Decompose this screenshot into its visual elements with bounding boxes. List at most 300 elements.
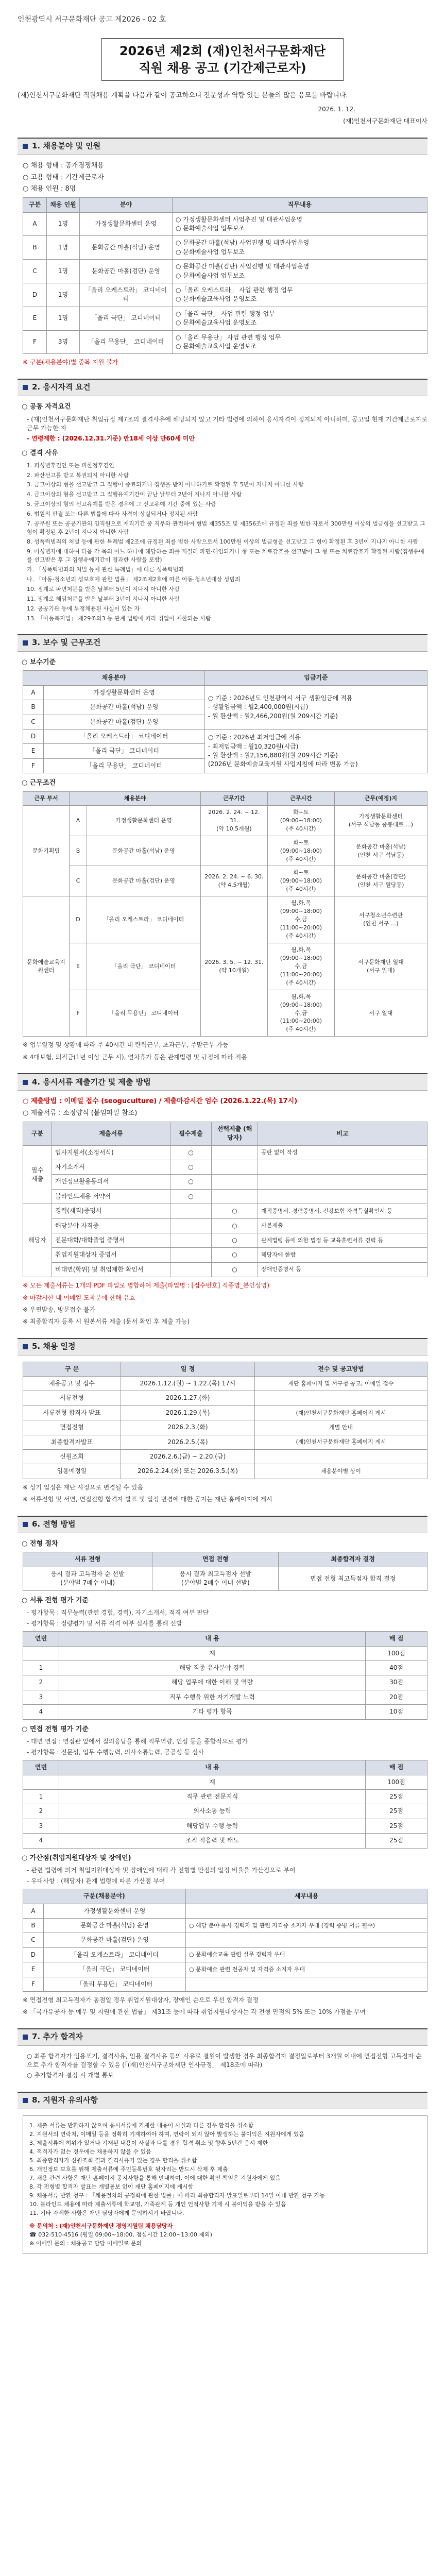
positions-note: ※ 구분(채용분야)별 중복 지원 불가 [23,359,118,366]
position-duties [173,283,427,307]
schedule-stage: 면접전형 [23,1420,121,1435]
bonus-code: C [23,1933,44,1947]
docs-remark: 사본제출 [258,1218,427,1233]
bonus-code: F [23,1977,44,1991]
disqualification-item: 6. 법원의 판결 또는 다른 법률에 따라 자격이 상실되거나 정지된 사람 [27,511,198,518]
docs-required: ○ [170,1189,212,1204]
pay-standard-line: - 생활임금액 : 월2,400,000원(시급) [208,703,309,711]
schedule-header-date: 일 정 [121,1362,255,1376]
disqualification-item: 1. 피성년후견인 또는 피한정후견인 [27,462,114,469]
positions-header-count: 채용 인원 [47,198,80,212]
docs-remark: 장애인증명서 등 [258,1262,427,1277]
position-field: 문화공간 마홀(석남) 운영 [80,236,173,260]
schedule-row [23,1405,427,1420]
eval-row [23,1804,427,1819]
cond-row [23,866,427,896]
cond-period: 2026. 2. 24. ~ 6. 30. (약 4.5개월) [200,866,267,896]
eval-score: 30점 [366,1675,427,1690]
bonus-table [23,1889,427,1992]
positions-row [23,330,427,354]
bonus-row [23,1977,427,1991]
notice-date: 2026. 1. 12. [318,105,355,113]
bonus-detail: ○ 해당 분야 유사 경력자 및 관련 자격증 소지자 우대 (경력 증빙 서류 필수) [185,1918,427,1933]
bonus-header-field: 구분(채용분야) [23,1889,186,1904]
notice-number: 인천광역시 서구문화재단 공고 제2026 - 02 호 [18,15,166,24]
docs-remark [258,1189,427,1204]
bonus-table-wrap [23,1889,427,1992]
hire-count: ○ 채용 인원 : 8명 [23,185,76,193]
schedule-row [23,1391,427,1405]
eval-no: 2 [23,1675,59,1690]
schedule-header-stage: 구 분 [23,1362,121,1376]
eval-row [23,1661,427,1675]
bonus-row [23,1904,427,1918]
cond-row [23,836,427,866]
eval-row [23,1705,427,1719]
bonus-detail: ○ 문화예술 관련 전공자 및 자격증 소지자 우대 [185,1962,427,1977]
cond-hours: 화~토 (09:00~18:00) (주 40시간) [267,836,334,866]
schedule-method [255,1391,427,1405]
eval-no: 1 [23,1789,59,1804]
positions-row [23,212,427,236]
caution-item: 10. 블라인드 채용에 따라 제출서류에 학교명, 가족관계 등 개인 인적사항 기재 시 불이익을 받을 수 있음 [29,2201,286,2208]
eval-score: 25점 [366,1789,427,1804]
docs-row [23,1160,427,1175]
pay-code: E [23,744,44,758]
common-req-title: ○ 공통 자격요건 [22,402,71,411]
contact-line-3: ※ 이메일 문의 : 채용공고 담당 이메일로 문의 [29,2240,142,2247]
eval-content: 해당업무 수행 능력 [59,1819,366,1833]
eval-row [23,1819,427,1833]
employment-type: ○ 고용 형태 : 기간제근로자 [23,173,104,181]
position-field: 「올리 무용단」 코디네이터 [80,330,173,354]
positions-table [23,197,427,354]
docs-row [23,1189,427,1204]
process-table-wrap [23,1552,427,1590]
schedule-row [23,1435,427,1449]
doc-eval-para-1: - 평가항목 : 직무능력(관련 경험, 경력), 자기소개서, 적격 여부 판단 [27,1609,209,1617]
int-eval-header-content: 내 용 [59,1760,366,1775]
cond-place: 가정생활문화센터 (서구 석남동 중봉대로 ...) [334,805,427,836]
cond-field: 문화공간 마홀(검단) 운영 [87,866,201,896]
docs-note-2: ※ 마감시한 내 이메일 도착분에 한해 유효 [23,1294,135,1301]
cond-code: A [70,805,87,836]
pay-table-wrap [23,670,427,773]
position-count: 3명 [47,330,80,354]
pay-row [23,685,427,700]
cond-note-1: ※ 업무일정 및 상황에 따라 주 40시간 내 탄력근무, 초과근무, 주말근무 가능 [23,1041,229,1049]
docs-name: 경력(재직)증명서 [52,1204,170,1218]
section-5-title: 5. 채용 일정 [32,1342,76,1351]
doc-eval-table [23,1631,427,1719]
docs-required [170,1204,212,1218]
bonus-detail: ○ 문화예술교육 관련 실무 경력자 우대 [185,1947,427,1962]
contact-line-1: ※ 문의처 : (재)인천서구문화재단 경영지원팀 채용담당자 [29,2223,173,2230]
pay-code: C [23,715,44,729]
eval-score: 40점 [366,1661,427,1675]
section-3-header [18,634,427,652]
eval-row [23,1690,427,1704]
eval-row [23,1675,427,1690]
caution-item: 1. 제출 서류는 반환하지 않으며 응시서류에 기재한 내용이 사실과 다른 경우 합격을 취소함 [29,2122,253,2129]
eval-content: 해당 업무에 대한 이해 및 역량 [59,1675,366,1690]
eval-score: 10점 [366,1705,427,1719]
submission-method: ○ 제출방법 : 이메일 접수 (seoguculture) / 제출마감시간 엄수 (2026.1.22.(목) 17시) [23,1097,298,1106]
cautions-list [29,2121,421,2218]
cautions-box [23,2115,427,2254]
eval-row [23,1834,427,1848]
cond-field: 문화공간 마홀(석남) 운영 [87,836,201,866]
cond-field: 「올리 오케스트라」 코디네이터 [87,896,201,943]
cond-row [23,896,427,943]
doc-eval-header-content: 내 용 [59,1632,366,1646]
docs-name: 취업지원대상자 증명서 [52,1248,170,1262]
contact-line-2: ☎ 032-510-4516 (평일 09:00~18:00, 점심시간 12:00~13:00 제외) [29,2231,212,2239]
pay-standard-line: - 월 환산액 : 월2,466,200원(월 209시간 기준) [208,712,338,720]
docs-header-optional: 선택제출 (해당자) [212,1122,258,1145]
position-duty-line: ○ 문화공간 마홀(검단) 사업진행 및 대관사업운영 [176,263,310,270]
eval-score: 100점 [366,1775,427,1789]
cond-header-hours: 근무시간 [267,791,334,805]
bonus-detail [185,1904,427,1918]
bonus-title: ○ 가산점(취업지원대상자 및 장애인) [22,1854,131,1862]
eval-score: 25점 [366,1834,427,1848]
pay-header-field: 채용분야 [23,671,205,685]
caution-item: 6. 개인정보 보호를 위해 제출서류에 주민등록번호 뒷자리는 반드시 삭제 후 제출 [29,2166,228,2173]
int-eval-header-score: 배 점 [366,1760,427,1775]
cond-place: 서구문화재단 일대 (서구 일대) [334,943,427,990]
position-code: B [23,236,47,260]
schedule-date: 2026.2.6.(금) ~ 2.20.(금) [121,1450,255,1464]
eval-content: 계 [59,1646,366,1660]
docs-row [23,1175,427,1189]
schedule-date: 2026.2.24.(화) 또는 2026.3.5.(목) [121,1464,255,1479]
eval-content: 의사소통 능력 [59,1804,366,1819]
schedule-stage: 채용공고 및 접수 [23,1377,121,1391]
section-7-header [18,2028,427,2046]
docs-header-remark: 비고 [258,1122,427,1145]
pay-code: D [23,729,44,743]
process-header-final: 최종합격자 결정 [279,1552,427,1567]
caution-item: 5. 최종합격자가 신원조회 결과 결격사유가 있는 경우 합격을 취소함 [29,2157,197,2164]
process-header-interview: 면접 전형 [152,1552,279,1567]
eval-content: 계 [59,1775,366,1789]
caution-item: 9. 채용서류 반환 청구 : 「채용절차의 공정화에 관한 법률」에 따라 최종합격자 발표일로부터 14일 이내 반환 청구 가능 [29,2192,325,2199]
eval-no [23,1646,59,1660]
position-count: 1명 [47,283,80,307]
pay-header-standard: 임금기준 [204,671,427,685]
cond-hours: 화~토 (09:00~18:00) (주 40시간) [267,805,334,836]
position-count: 1명 [47,212,80,236]
position-duty-line: ○ 가정생활문화센터 사업추진 및 대관사업운영 [176,215,302,223]
bonus-para-2: - 우대사항 : (해당자) 관계 법령에 따른 가산점 부여 [27,1877,165,1885]
docs-optional: ○ [212,1262,258,1277]
additional-para-1: ○ 최종 합격자가 임용포기, 결격사유, 임용 결격사유 등의 사유로 결원이 발생한 경우 최종합격자 결정일로부터 3개월 이내에 면접전형 고득점자 순으로 추가 합격자를 결정할 수 있음 (「(재)인천서구문화재단 인사규정」 제18조에 따라) [27,2052,422,2069]
eval-content: 직무 관련 전문지식 [59,1789,366,1804]
pay-field: 「올리 극단」 코디네이터 [44,744,205,758]
pay-code: F [23,758,44,773]
disqualification-list [18,462,427,623]
caution-item: 8. 각 전형별 합격자 발표는 개별통보 없이 재단 홈페이지에 게시함 [29,2183,194,2191]
section-3-title: 3. 보수 및 근무조건 [32,638,101,648]
cond-code: D [70,896,87,943]
disqualification-item: 9. 미성년자에 대하여 다음 각 목의 어느 하나에 해당하는 죄를 저질러 파면·해임되거나 형 또는 치료감호를 선고받아 그 형 또는 치료감호가 확정된 사람(집행유예를 선고받은 후 그 집행유예기간이 경과한 사람을 포함) [27,548,424,563]
square-bullet-icon [23,2098,28,2103]
int-eval-header-no: 연번 [23,1760,59,1775]
bonus-header-detail: 세부내용 [185,1889,427,1904]
docs-row [23,1218,427,1233]
schedule-row [23,1450,427,1464]
pay-field: 「올리 오케스트라」 코디네이터 [44,729,205,743]
eval-no: 1 [23,1661,59,1675]
schedule-date: 2026.1.29.(목) [121,1405,255,1420]
position-duty-line: ○「올리 오케스트라」 사업 관련 행정 업무 [176,286,293,294]
cond-hours: 월,화,목 (09:00~18:00) 수,금 (11:00~20:00) (주 40시간) [267,943,334,990]
docs-row [23,1233,427,1247]
bonus-code: B [23,1918,44,1933]
conditions-table-wrap [23,791,427,1037]
positions-row [23,260,427,283]
notice-title-line-2: 직원 채용 공고 (기간제근로자) [139,60,306,75]
position-field: 문화공간 마홀(검단) 운영 [80,260,173,283]
docs-table-wrap [23,1122,427,1277]
issuer-name: (재)인천서구문화재단 대표이사 [343,117,427,125]
bonus-note-2: ※ 「국가유공자 등 예우 및 지원에 관한 법률」 제31조 등에 따라 취업지원대상자는 각 전형 만점의 5% 또는 10% 가점을 부여 [23,2008,366,2016]
disqualification-item: 10. 징계로 파면처분을 받은 날부터 5년이 지나지 아니한 사람 [27,585,180,592]
position-duties [173,260,427,283]
position-field: 가정생활문화센터 운영 [80,212,173,236]
positions-header-code: 구분 [23,198,47,212]
position-code: A [23,212,47,236]
cond-period: 2026. 2. 24. ~ 12. 31. (약 10.5개월) [200,805,267,836]
docs-row [23,1248,427,1262]
interview-eval-table [23,1760,427,1848]
cond-code: C [70,866,87,896]
position-field: 「올리 오케스트라」 코디네이터 [80,283,173,307]
position-field: 「올리 극단」 코디네이터 [80,307,173,330]
bonus-row [23,1933,427,1947]
position-duty-line: ○ 문화예술사업 업무보조 [176,272,245,279]
docs-name: 개인정보활용동의서 [52,1175,170,1189]
bonus-note-1: ※ 면접전형 최고득점자가 동점일 경우 취업지원대상자, 장애인 순으로 우선 합격자 결정 [23,1996,259,2004]
docs-optional [212,1175,258,1189]
docs-required: ○ [170,1145,212,1160]
additional-para-2: ○ 추가합격자 결정 시 개별 통보 [27,2072,114,2079]
position-count: 1명 [47,260,80,283]
schedule-stage: 서류전형 합격자 발표 [23,1405,121,1420]
section-8-header [18,2092,427,2109]
docs-group: 필수 제출 [23,1145,52,1204]
bonus-field: 「올리 오케스트라」 코디네이터 [44,1947,186,1962]
eval-score: 20점 [366,1690,427,1704]
docs-remark: 공란 없이 작성 [258,1145,427,1160]
schedule-method: 개별 안내 [255,1420,427,1435]
position-duties [173,236,427,260]
submission-docs: ○ 제출서류 : 소정양식 (붙임파일 참조) [23,1109,138,1117]
interview-eval-table-wrap [23,1760,427,1848]
schedule-date: 2026.1.27.(화) [121,1391,255,1405]
cond-note-2: ※ 4대보험, 퇴직금(1년 이상 근무 시), 연차휴가 등은 관계법령 및 규정에 따라 적용 [23,1053,247,1061]
docs-name: 전문대학/대학졸업 증명서 [52,1233,170,1247]
position-duty-line: ○ 문화공간 마홀(석남) 사업진행 및 대관사업운영 [176,239,310,247]
positions-row [23,283,427,307]
eval-content: 조직 적응력 및 태도 [59,1834,366,1848]
pay-standard-line: - 최저임금액 : 월10,320원(시급) [208,742,299,750]
docs-name: 자기소개서 [52,1160,170,1175]
positions-row [23,307,427,330]
position-code: C [23,260,47,283]
positions-header-field: 분야 [80,198,173,212]
docs-optional [212,1145,258,1160]
pay-standard-group-2 [204,729,427,773]
doc-eval-header-no: 연번 [23,1632,59,1646]
cond-place: 서구 일대 [334,990,427,1037]
disqualification-item: 나. 「아동·청소년의 성보호에 관한 법률」 제2조제2호에 따른 아동·청소년대상 성범죄 [27,575,241,583]
section-8-title: 8. 지원자 유의사항 [32,2095,98,2105]
cond-hours: 화~토 (09:00~18:00) (주 40시간) [267,866,334,896]
schedule-method: (재)인천서구문화재단 홈페이지 게시 [255,1405,427,1420]
schedule-note-1: ※ 상기 일정은 재단 사정으로 변경될 수 있음 [23,1483,143,1491]
schedule-stage: 임용예정일 [23,1464,121,1479]
process-doc-desc: 응시 결과 고득점자 순 선발 (분야별 7배수 이내) [23,1567,152,1590]
conditions-table [23,791,427,1037]
common-req-2: - 연령제한 : (2026.12.31.기준) 만18세 이상 만60세 미만 [27,435,195,443]
pay-table [23,670,427,773]
eval-content: 직무 수행을 위한 자기개발 노력 [59,1690,366,1704]
bonus-para-1: - 관련 법령에 의거 취업지원대상자 및 장애인에 대해 각 전형별 만점의 일정 비율을 가산점으로 부여 [27,1867,296,1874]
eval-no: 2 [23,1804,59,1819]
pay-standard-group-1 [204,685,427,729]
square-bullet-icon [23,1344,28,1349]
cond-field: 「올리 무용단」 코디네이터 [87,990,201,1037]
positions-row [23,236,427,260]
schedule-date: 2026.2.3.(화) [121,1420,255,1435]
position-code: E [23,307,47,330]
bonus-detail [185,1933,427,1947]
conditions-title: ○ 근무조건 [22,779,56,787]
pay-standard-line: - 월 환산액 : 월2,156,880원(월 209시간 기준) [208,751,338,759]
disqualification-item: 4. 금고이상의 형을 선고받고 그 집행유예기간이 끝난 날부터 2년이 지나지 아니한 사람 [27,491,242,498]
cond-code: B [70,836,87,866]
section-2-header [18,379,427,396]
schedule-note-2: ※ 서류전형 및 서면, 면접전형 합격자 발표 및 일정 변경에 대한 공지는 재단 홈페이지에 게시 [23,1496,272,1503]
pay-code: A [23,685,44,700]
interview-eval-para-1: - 대면 면접 : 면접관 앞에서 질의응답을 통해 직무역량, 인성 등을 종합적으로 평가 [27,1738,248,1745]
disqualification-item: 2. 파산선고를 받고 복권되지 아니한 사람 [27,471,129,479]
cond-place: 문화공간 마홀(석남) (인천 서구 석남동) [334,836,427,866]
cond-header-place: 근무(예정)지 [334,791,427,805]
schedule-date: 2026.2.5.(목) [121,1435,255,1449]
docs-required: ○ [170,1160,212,1175]
pay-standard-line: ○ 기준 : 2026년 최저임금에 적용 [208,734,301,741]
docs-header-doc: 제출서류 [52,1122,170,1145]
cond-header-period: 근무기간 [200,791,267,805]
eval-row [23,1775,427,1789]
schedule-method: 채용분야별 상이 [255,1464,427,1479]
cond-hours: 월,화,목 (09:00~18:00) 수,금 (11:00~20:00) (주 40시간) [267,990,334,1037]
positions-header-duties: 직무내용 [173,198,427,212]
notice-title-line-1: 2026년 제2회 (재)인천서구문화재단 [119,44,326,59]
bonus-field: 가정생활문화센터 운영 [44,1904,186,1918]
square-bullet-icon [23,144,28,149]
pay-field: 「올리 무용단」 코디네이터 [44,758,205,773]
pay-field: 가정생활문화센터 운영 [44,685,205,700]
schedule-header-method: 전수 및 공고방법 [255,1362,427,1376]
position-count: 1명 [47,236,80,260]
pay-standard-line: (2026년 문화예술교육지원 사업지침에 따라 변동 가능) [208,760,358,768]
eval-score: 25점 [366,1819,427,1833]
notice-title-box [101,38,344,81]
bonus-field: 문화공간 마홀(석남) 운영 [44,1918,186,1933]
position-duty-line: ○ 문화예술교육사업 운영보조 [176,319,257,327]
pay-field: 문화공간 마홀(석남) 운영 [44,700,205,715]
eval-no [23,1775,59,1789]
position-duties [173,330,427,354]
section-4-header [18,1073,427,1091]
eval-score: 25점 [366,1804,427,1819]
disqualification-item: 8. 성폭력범죄의 처벌 등에 관한 특례법 제2조에 규정된 죄를 범한 사람으로서 100만원 이상의 벌금형을 선고받고 그 형이 확정된 후 3년이 지나지 아니한 사람 [27,538,418,546]
pay-field: 문화공간 마홀(검단) 운영 [44,715,205,729]
docs-required [170,1233,212,1247]
disqualification-item: 13. 「아동복지법」 제29조의3 등 관계 법령에 따라 취업이 제한되는 사람 [27,615,211,622]
docs-name: 해당분야 자격증 [52,1218,170,1233]
schedule-table-wrap [23,1362,427,1479]
caution-item: 7. 채용 관련 사항은 재단 홈페이지 공지사항을 통해 안내하며, 이에 대한 확인 책임은 지원자에게 있음 [29,2175,281,2182]
doc-eval-title: ○ 서류 전형 평가 기준 [22,1596,89,1604]
common-req-1: - (재)인천서구문화재단 취업규정 제7조의 결격사유에 해당되지 않고 기타 법령에 의하여 응시자격이 정지되지 아니하며, 공고일 현재 기간제근로자로 근무 가능한 자 [27,415,427,432]
bonus-row [23,1962,427,1977]
doc-eval-para-2: - 평가항목 : 정량평가 및 서류 적격 여부 심사를 통해 선발 [27,1619,182,1627]
bonus-field: 「올리 극단」 코디네이터 [44,1962,186,1977]
eval-row [23,1646,427,1660]
docs-remark: 해당자에 한함 [258,1248,427,1262]
eval-content: 기타 평가 항목 [59,1705,366,1719]
pay-row [23,729,427,743]
cond-header-dept: 근무 부서 [23,791,70,805]
docs-row [23,1262,427,1277]
pay-standard-line: ○ 기준 : 2026년도 인천광역시 서구 생활임금에 적용 [208,694,353,702]
docs-required [170,1262,212,1277]
position-duty-line: ○ 문화예술교육사업 운영보조 [176,342,257,350]
cond-code: F [70,990,87,1037]
docs-optional: ○ [212,1233,258,1247]
square-bullet-icon [23,2035,28,2040]
docs-row [23,1145,427,1160]
caution-item: 3. 제출서류에 허위가 있거나 기재된 내용이 사실과 다를 경우 합격 취소 및 향후 5년간 응시 제한 [29,2139,268,2146]
docs-optional: ○ [212,1218,258,1233]
position-code: D [23,283,47,307]
bonus-code: E [23,1962,44,1977]
process-final-desc: 면접 전형 최고득점자 합격 결정 [279,1567,427,1590]
docs-note-1: ※ 모든 제출서류는 1개의 PDF 파일로 병합하여 제출(파일명 : [접수번호] 직종명_본인성명) [23,1282,269,1290]
docs-optional: ○ [212,1248,258,1262]
docs-row [23,1204,427,1218]
intro-text: (재)인천서구문화재단 직원채용 계획을 다음과 같이 공고하오니 전문성과 역량 있는 분들의 많은 응모를 바랍니다. [18,92,348,100]
position-duty-line: ○「올리 극단」 사업 관련 행정 업무 [176,310,275,317]
section-6-title: 6. 전형 방법 [32,1519,76,1529]
schedule-stage: 신원조회 [23,1450,121,1464]
schedule-row [23,1377,427,1391]
section-5-header [18,1338,427,1355]
section-6-header [18,1516,427,1533]
square-bullet-icon [23,1080,28,1085]
bonus-row [23,1918,427,1933]
doc-eval-table-wrap [23,1631,427,1719]
cond-field: 가정생활문화센터 운영 [87,805,201,836]
schedule-date: 2026.1.12.(월) ~ 1.22.(목) 17시 [121,1377,255,1391]
hire-type: ○ 채용 형태 : 공개경쟁채용 [23,161,104,170]
schedule-method [255,1450,427,1464]
